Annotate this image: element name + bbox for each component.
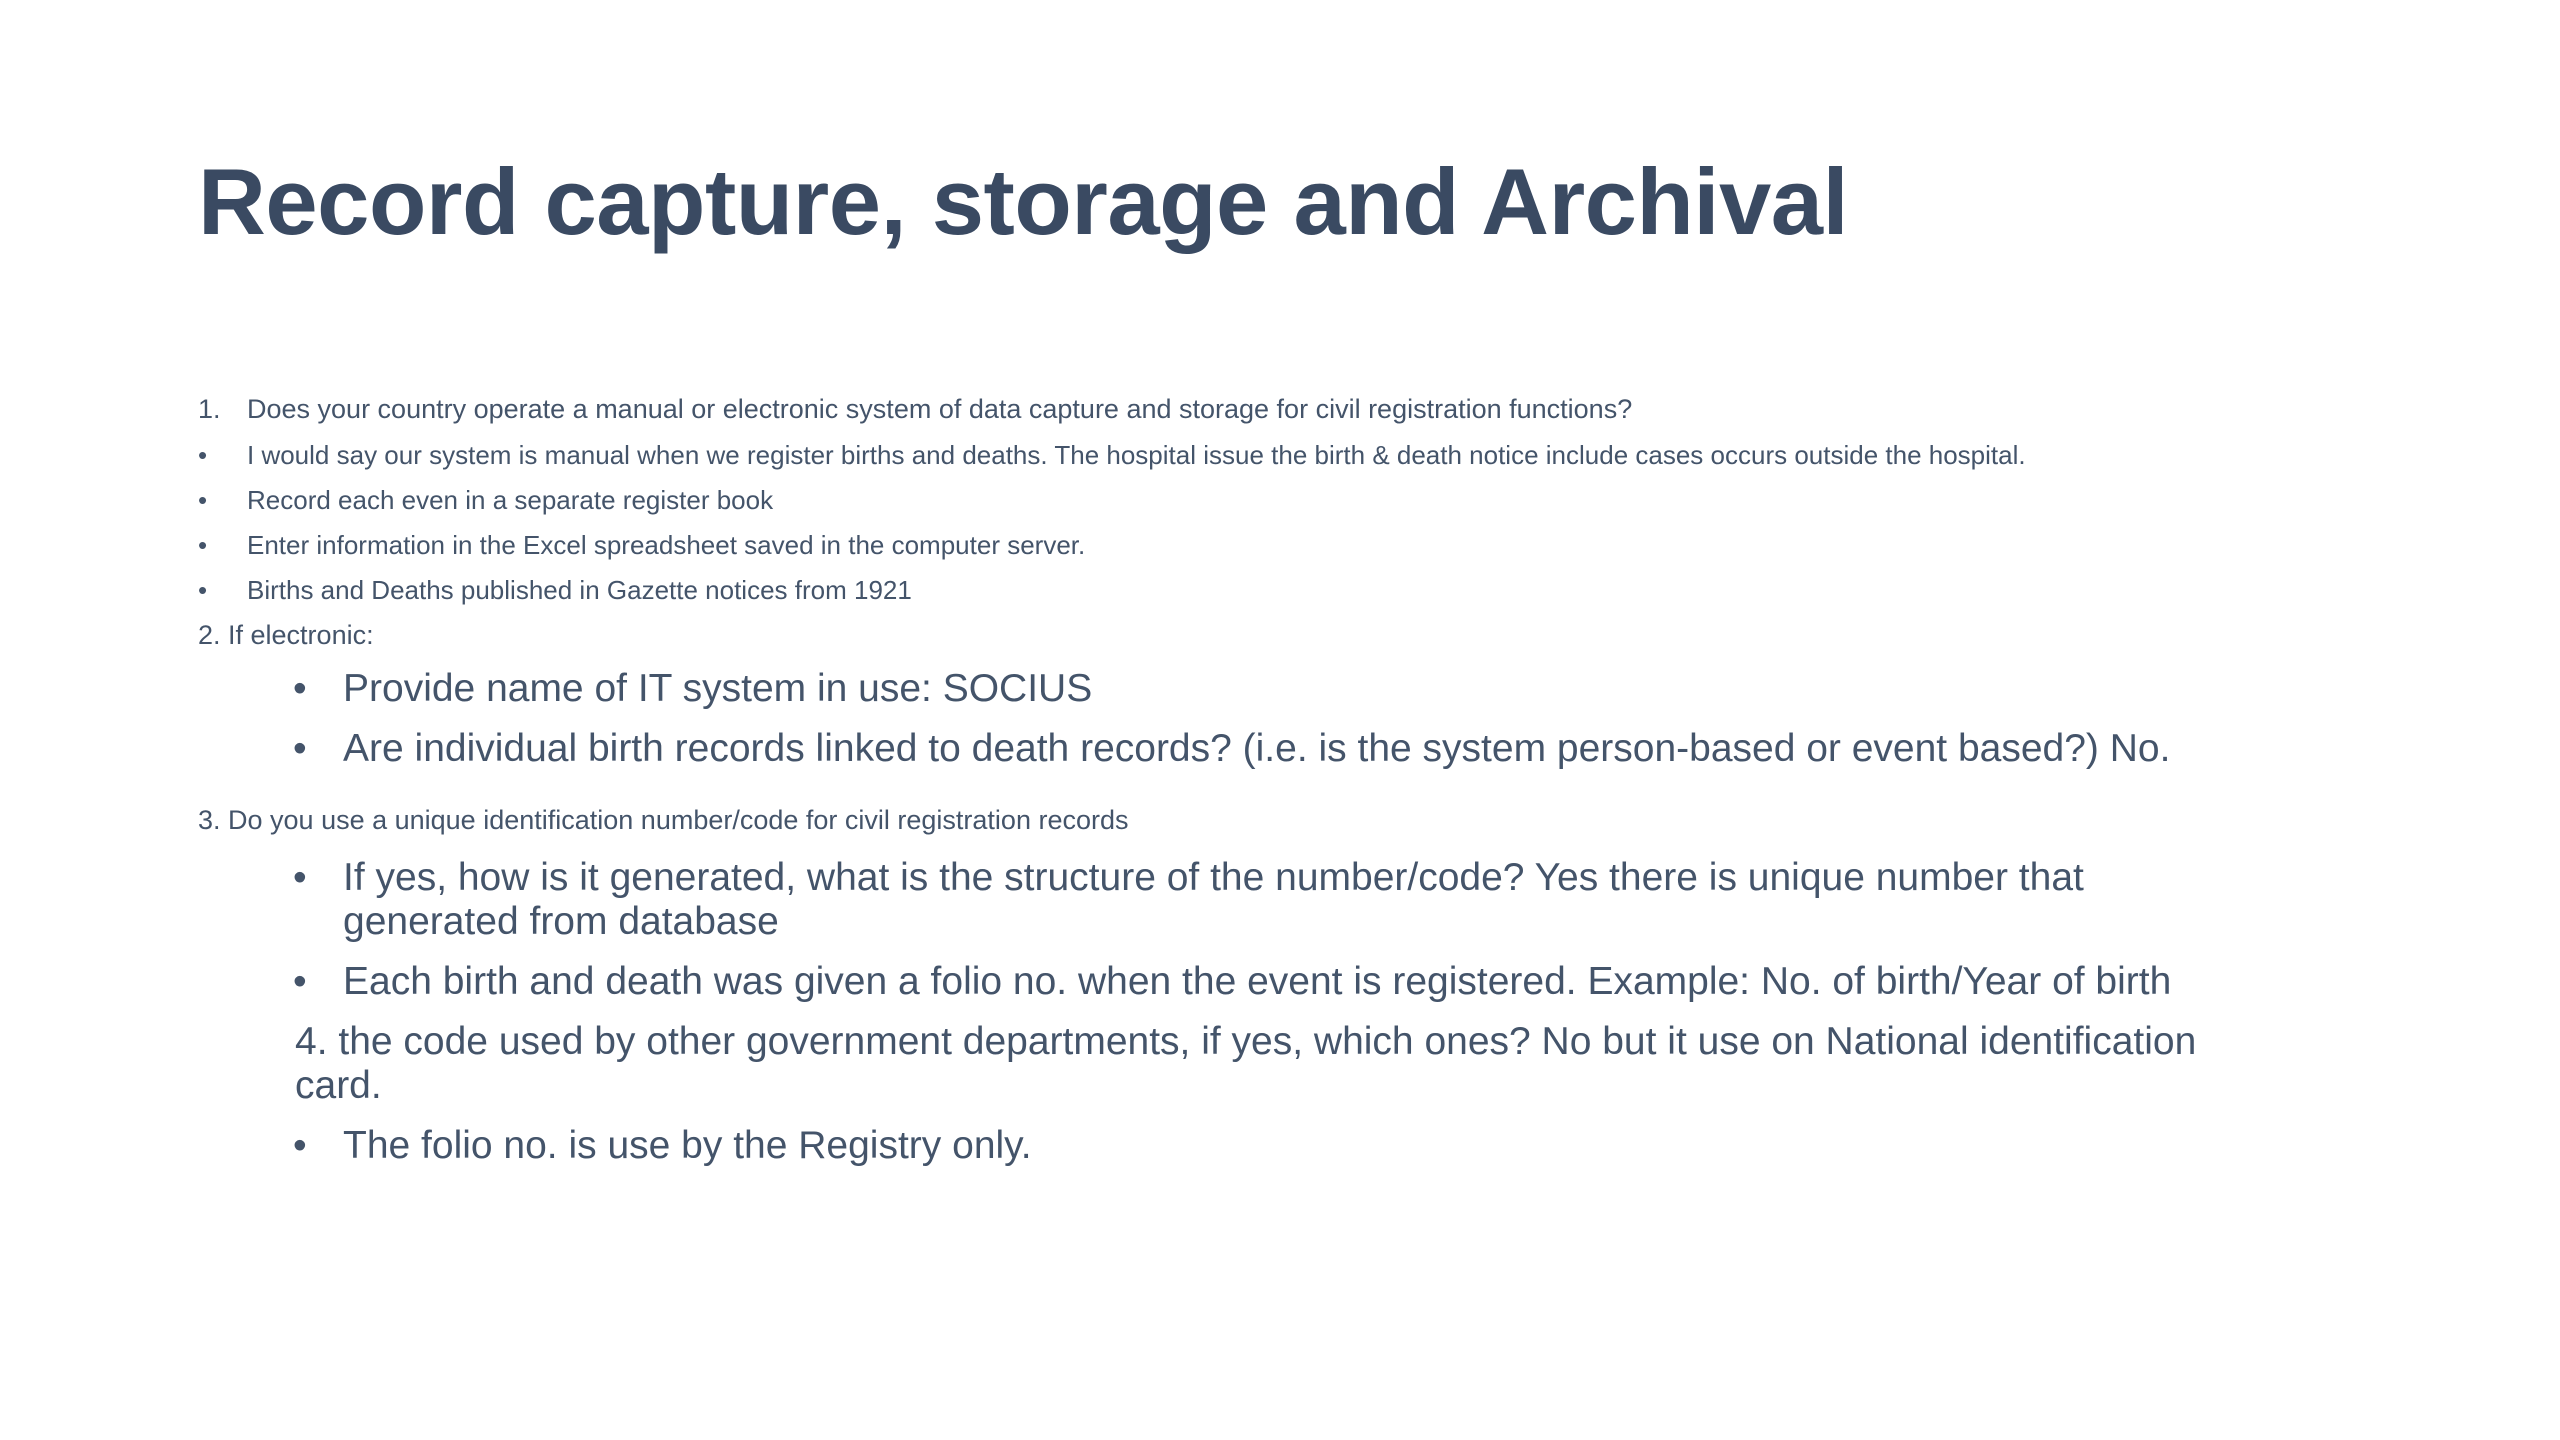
bullet-marker: • bbox=[198, 530, 208, 560]
q3-heading: 3. Do you use a unique identification number/code for civil registration records bbox=[198, 805, 1129, 835]
q2-heading: 2. If electronic: bbox=[198, 620, 374, 650]
q4-line-1: 4. the code used by other government departments, if yes, which ones? No but it use on National identification bbox=[295, 1020, 2197, 1063]
q1-bullet-1: I would say our system is manual when we register births and deaths. The hospital issue the birth & death notice include cases occurs outside the hospital. bbox=[247, 440, 2026, 470]
bullet-marker: • bbox=[293, 727, 307, 770]
q2-bullet-2: Are individual birth records linked to death records? (i.e. is the system person-based or event based?) No. bbox=[343, 727, 2171, 770]
q4-line-2: card. bbox=[295, 1064, 382, 1107]
q3-bullet-1-line-2: generated from database bbox=[343, 900, 779, 943]
bullet-marker: • bbox=[198, 575, 208, 605]
q3-bullet-1-line-1: If yes, how is it generated, what is the structure of the number/code? Yes there is unique number that bbox=[343, 856, 2084, 899]
q1-text: Does your country operate a manual or electronic system of data capture and storage for civil registration functions? bbox=[247, 394, 1633, 424]
q2-bullet-1: Provide name of IT system in use: SOCIUS bbox=[343, 667, 1093, 710]
bullet-marker: • bbox=[293, 856, 307, 899]
slide-title: Record capture, storage and Archival bbox=[198, 149, 1849, 254]
bullet-marker: • bbox=[198, 440, 208, 470]
bullet-marker: • bbox=[293, 960, 307, 1003]
q4-bullet: The folio no. is use by the Registry only. bbox=[343, 1124, 1032, 1167]
q1-bullet-4: Births and Deaths published in Gazette notices from 1921 bbox=[247, 575, 912, 605]
bullet-marker: • bbox=[198, 485, 208, 515]
bullet-marker: • bbox=[293, 1124, 307, 1167]
q1-number: 1. bbox=[198, 394, 221, 424]
q1-bullet-3: Enter information in the Excel spreadsheet saved in the computer server. bbox=[247, 530, 1086, 560]
bullet-marker: • bbox=[293, 667, 307, 710]
q1-bullet-2: Record each even in a separate register book bbox=[247, 485, 774, 515]
q3-bullet-2: Each birth and death was given a folio no. when the event is registered. Example: No. of birth/Year of birth bbox=[343, 960, 2172, 1003]
